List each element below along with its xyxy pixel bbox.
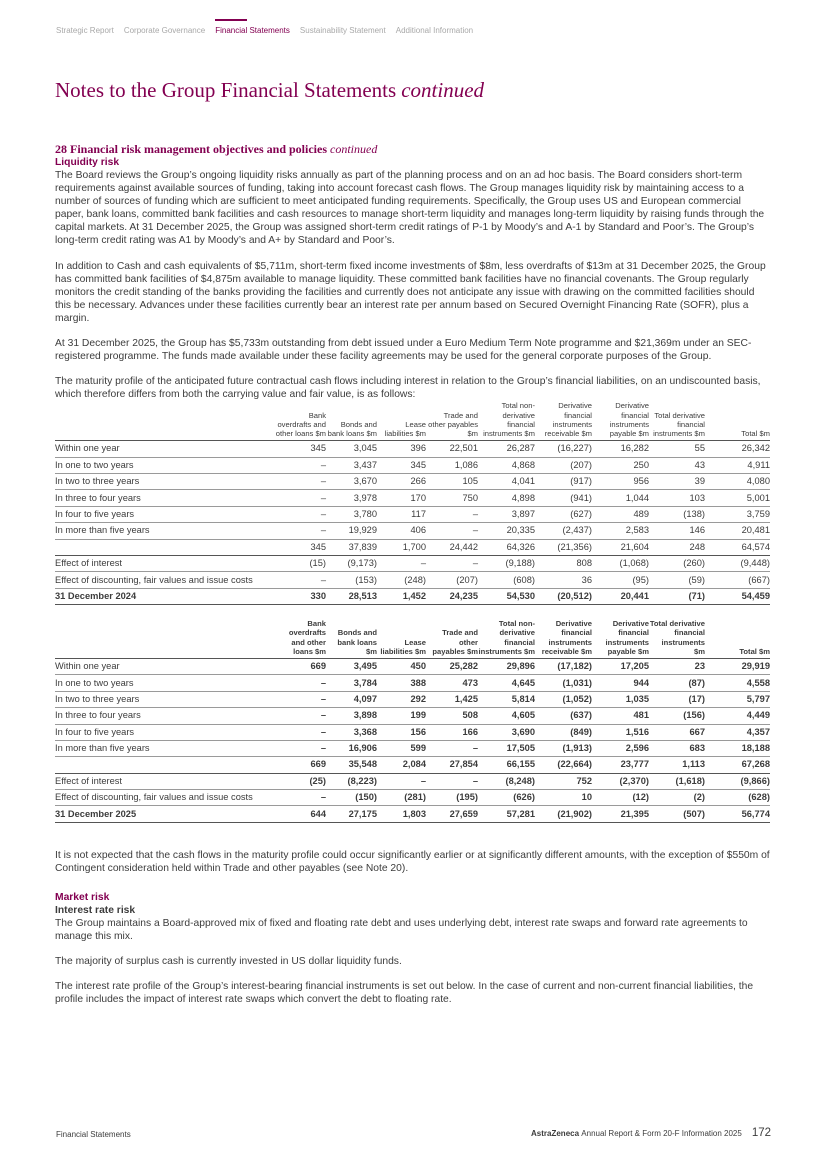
row-label: In three to four years	[55, 490, 275, 506]
table-cell: 26,287	[478, 441, 535, 457]
table-row	[55, 658, 770, 674]
table-cell: (207)	[535, 457, 592, 473]
row-label: In two to three years	[55, 474, 275, 490]
table-cell: 1,035	[592, 691, 649, 707]
table-cell: 64,326	[478, 539, 535, 555]
market-paragraph-2: The majority of surplus cash is currently invested in US dollar liquidity funds.	[55, 956, 402, 968]
table-cell: –	[275, 675, 326, 691]
table-cell: 3,780	[326, 506, 377, 522]
row-label: In one to two years	[55, 675, 275, 691]
table-cell: –	[377, 773, 426, 789]
table-cell: 1,452	[377, 588, 426, 604]
row-label: Within one year	[55, 441, 275, 457]
table-cell: 57,281	[478, 806, 535, 822]
adjustment-row	[55, 773, 770, 789]
table-cell: 28,513	[326, 588, 377, 604]
total-row	[55, 806, 770, 822]
table-cell: (627)	[535, 506, 592, 522]
table-cell: 508	[426, 708, 478, 724]
table-cell: 17,505	[478, 740, 535, 756]
table-cell: (71)	[649, 588, 705, 604]
table-cell: 19,929	[326, 523, 377, 539]
table-cell: (281)	[377, 790, 426, 806]
table-cell: (628)	[705, 790, 770, 806]
page-title	[55, 78, 484, 103]
total-row	[55, 588, 770, 604]
row-label: In two to three years	[55, 691, 275, 707]
table-cell: 5,814	[478, 691, 535, 707]
table-cell: –	[275, 708, 326, 724]
table-cell: 22,501	[426, 441, 478, 457]
footer-right	[531, 1127, 771, 1139]
table-cell: –	[275, 506, 326, 522]
table-cell: 396	[377, 441, 426, 457]
table-cell: 66,155	[478, 757, 535, 773]
table-cell: 25,282	[426, 658, 478, 674]
table-cell: –	[275, 724, 326, 740]
table-cell: 4,357	[705, 724, 770, 740]
table-cell: (12)	[592, 790, 649, 806]
col-header: Bank overdrafts and other loans $m	[275, 619, 326, 658]
table-cell: 944	[592, 675, 649, 691]
table-row	[55, 457, 770, 473]
table-cell: 250	[592, 457, 649, 473]
col-header: Total non-derivative financial instruments $m	[478, 619, 535, 658]
table-row	[55, 675, 770, 691]
row-label-header	[55, 619, 275, 658]
adjustment-row	[55, 555, 770, 571]
col-header: Total $m	[705, 401, 770, 440]
table-cell: 36	[535, 572, 592, 588]
maturity-table-2024	[55, 401, 770, 605]
market-risk-heading: Market risk	[55, 892, 110, 904]
maturity-table-2025	[55, 619, 770, 823]
table-cell: (917)	[535, 474, 592, 490]
table-cell: (608)	[478, 572, 535, 588]
footer-section-label: Financial Statements	[56, 1130, 131, 1139]
table-cell: 21,604	[592, 539, 649, 555]
row-label: Effect of discounting, fair values and issue costs	[55, 790, 275, 806]
table-cell: (59)	[649, 572, 705, 588]
adjustment-row	[55, 572, 770, 588]
table-cell: (17)	[649, 691, 705, 707]
nav-financial-statements[interactable]: Financial Statements	[215, 26, 290, 35]
table-cell: 1,044	[592, 490, 649, 506]
table-cell: 3,045	[326, 441, 377, 457]
table-cell: –	[377, 555, 426, 571]
row-label: In more than five years	[55, 523, 275, 539]
market-paragraph-1: The Group maintains a Board-approved mix of fixed and floating rate debt and uses underlying debt, interest rate swaps and forward rate agreements to manage this mix.	[55, 918, 748, 943]
col-header: Bank overdrafts and other loans $m	[275, 401, 326, 440]
table-cell: –	[426, 506, 478, 522]
col-header: Trade and other payables $m	[426, 401, 478, 440]
table-cell: 29,896	[478, 658, 535, 674]
section-heading	[55, 142, 770, 156]
liquidity-paragraph-2: In addition to Cash and cash equivalents of $5,711m, short-term fixed income investments of $8m, less overdrafts of $13m at 31 December 2025, the Group has committed bank facilities of $4,875m available to manage liquidity. These committed bank facilities have no financial covenants. The Group regularly monitors the credit standing of the banks providing the facilities and currently does not anticipate any issue with drawing on the committed facilities should this be necessary. Advances under these facilities currently bear an interest rate per annum based on Secured Overnight Financing Rate (SOFR), plus a margin.	[55, 260, 766, 324]
table-cell: 16,906	[326, 740, 377, 756]
table-cell: –	[275, 523, 326, 539]
table-cell: –	[426, 773, 478, 789]
table-cell: (16,227)	[535, 441, 592, 457]
table-cell: 5,797	[705, 691, 770, 707]
page-title-suffix: continued	[401, 78, 485, 102]
top-navigation	[56, 26, 483, 35]
table-cell: 27,854	[426, 757, 478, 773]
nav-additional-information[interactable]: Additional Information	[395, 26, 474, 35]
table-cell: 345	[275, 441, 326, 457]
table-cell: 3,784	[326, 675, 377, 691]
table-cell: 23,777	[592, 757, 649, 773]
table-cell: 330	[275, 588, 326, 604]
table-cell: 1,086	[426, 457, 478, 473]
table-cell: –	[426, 740, 478, 756]
table-cell: 667	[649, 724, 705, 740]
col-header: Lease liabilities $m	[377, 619, 426, 658]
table-cell: 388	[377, 675, 426, 691]
table-cell: 406	[377, 523, 426, 539]
table-cell: 3,670	[326, 474, 377, 490]
table-cell: 54,459	[705, 588, 770, 604]
table-cell: (8,223)	[326, 773, 377, 789]
table-cell: (1,618)	[649, 773, 705, 789]
table-cell: (8,248)	[478, 773, 535, 789]
table-cell: 67,268	[705, 757, 770, 773]
table-cell: (87)	[649, 675, 705, 691]
table-cell: 29,919	[705, 658, 770, 674]
footer-brand: AstraZeneca	[531, 1129, 580, 1138]
table-cell: 117	[377, 506, 426, 522]
table-cell: 10	[535, 790, 592, 806]
table-row	[55, 506, 770, 522]
table-cell: (156)	[649, 708, 705, 724]
row-label: Effect of interest	[55, 773, 275, 789]
table-cell: 3,495	[326, 658, 377, 674]
liquidity-paragraph-1: The Board reviews the Group’s ongoing liquidity risks annually as part of the planning process and on an ad hoc basis. The Board considers short-term requirements against available sources of funding, taking into account forecast cash flows. The Group manages liquidity risk by maintaining access to a number of sources of funding which are sufficient to meet anticipated funding requirements. Specifically, the Group uses US and European commercial paper, bank loans, committed bank facilities and cash resources to manage short-term liquidity and manages long-term liquidity by raising funds through the capital markets. At 31 December 2025, the Group was assigned short-term credit ratings of P-1 by Moody’s and A-1 by Standard and Poor’s. The Group’s long-term credit rating was A1 by Moody’s and A+ by Standard and Poor’s.	[55, 170, 765, 247]
page-number: 172	[751, 1127, 771, 1139]
table-cell: 156	[377, 724, 426, 740]
table-cell: 292	[377, 691, 426, 707]
col-header: Total derivative financial instruments $m	[649, 619, 705, 658]
table-cell: 54,530	[478, 588, 535, 604]
col-header: Bonds and bank loans $m	[326, 401, 377, 440]
table-row	[55, 724, 770, 740]
table-cell: –	[275, 457, 326, 473]
table-cell: –	[275, 691, 326, 707]
table-cell: 808	[535, 555, 592, 571]
col-header: Total $m	[705, 619, 770, 658]
table-body	[55, 658, 770, 822]
table-cell: 105	[426, 474, 478, 490]
table-row	[55, 708, 770, 724]
table-cell: 2,583	[592, 523, 649, 539]
table-row	[55, 474, 770, 490]
table-cell: (17,182)	[535, 658, 592, 674]
table-cell: 64,574	[705, 539, 770, 555]
table-row	[55, 523, 770, 539]
table-body	[55, 441, 770, 605]
table-cell: 24,442	[426, 539, 478, 555]
table-cell: 56,774	[705, 806, 770, 822]
table-cell: (1,913)	[535, 740, 592, 756]
row-label: Effect of discounting, fair values and issue costs	[55, 572, 275, 588]
table-cell: 37,839	[326, 539, 377, 555]
table-cell: 3,368	[326, 724, 377, 740]
maturity-table-2024-wrap	[55, 401, 770, 605]
market-paragraph-3: The interest rate profile of the Group’s interest-bearing financial instruments is set out below. In the case of current and non-current financial liabilities, the profile includes the impact of interest rate swaps which convert the debt to floating rate.	[55, 981, 754, 1006]
row-label: 31 December 2024	[55, 588, 275, 604]
table-cell: 26,342	[705, 441, 770, 457]
row-label: In three to four years	[55, 708, 275, 724]
footer-report-title: Annual Report & Form 20-F Information 2025	[581, 1129, 742, 1138]
table-cell: 3,437	[326, 457, 377, 473]
liquidity-paragraph-3: At 31 December 2025, the Group has $5,733m outstanding from debt issued under a Euro Medium Term Note programme and $21,369m under an SEC-registered programme. The funds made available under these facility agreements may be used for the general corporate purposes of the Group.	[55, 338, 752, 363]
table-cell: 35,548	[326, 757, 377, 773]
table-cell: 669	[275, 658, 326, 674]
col-header: Total non-derivative financial instruments $m	[478, 401, 535, 440]
table-cell: 345	[275, 539, 326, 555]
table-cell: (195)	[426, 790, 478, 806]
table-cell: 2,084	[377, 757, 426, 773]
table-cell: 20,481	[705, 523, 770, 539]
table-cell: (20,512)	[535, 588, 592, 604]
table-cell: 4,645	[478, 675, 535, 691]
liquidity-risk-heading: Liquidity risk	[55, 157, 120, 168]
row-label	[55, 539, 275, 555]
row-label: 31 December 2025	[55, 806, 275, 822]
table-cell: (153)	[326, 572, 377, 588]
table-cell: 3,898	[326, 708, 377, 724]
table-cell: 345	[377, 457, 426, 473]
table-cell: –	[275, 474, 326, 490]
table-cell: 5,001	[705, 490, 770, 506]
table-cell: 489	[592, 506, 649, 522]
table-cell: –	[275, 790, 326, 806]
table-cell: 24,235	[426, 588, 478, 604]
row-label: In four to five years	[55, 724, 275, 740]
table-cell: 1,803	[377, 806, 426, 822]
table-cell: 4,041	[478, 474, 535, 490]
table-cell: (248)	[377, 572, 426, 588]
table-cell: 199	[377, 708, 426, 724]
table-cell: (207)	[426, 572, 478, 588]
table-cell: 27,659	[426, 806, 478, 822]
subtotal-row	[55, 757, 770, 773]
page-title-main: Notes to the Group Financial Statements	[55, 78, 397, 102]
table-cell: 1,113	[649, 757, 705, 773]
table-cell: 1,516	[592, 724, 649, 740]
row-label: In four to five years	[55, 506, 275, 522]
table-cell: 27,175	[326, 806, 377, 822]
table-cell: 103	[649, 490, 705, 506]
table-cell: 4,449	[705, 708, 770, 724]
table-cell: 17,205	[592, 658, 649, 674]
table-cell: (260)	[649, 555, 705, 571]
table-cell: 18,188	[705, 740, 770, 756]
table-cell: 956	[592, 474, 649, 490]
table-cell: 266	[377, 474, 426, 490]
table-row	[55, 740, 770, 756]
subtotal-row	[55, 539, 770, 555]
table-cell: 1,425	[426, 691, 478, 707]
section-title-suffix: continued	[330, 142, 378, 156]
table-cell: 752	[535, 773, 592, 789]
nav-strategic-report[interactable]: Strategic Report	[56, 26, 114, 35]
after-table-paragraph: It is not expected that the cash flows in the maturity profile could occur significantly earlier or at significantly different amounts, with the exception of $550m of Contingent consideration held within Trade and other payables (see Note 20).	[55, 849, 770, 874]
table-row	[55, 441, 770, 457]
table-cell: 39	[649, 474, 705, 490]
interest-rate-risk-heading: Interest rate risk	[55, 905, 136, 917]
table-cell: (9,448)	[705, 555, 770, 571]
table-cell: 4,898	[478, 490, 535, 506]
table-cell: 4,605	[478, 708, 535, 724]
table-cell: 170	[377, 490, 426, 506]
table-cell: (667)	[705, 572, 770, 588]
table-cell: 599	[377, 740, 426, 756]
table-cell: 3,978	[326, 490, 377, 506]
table-cell: (1,068)	[592, 555, 649, 571]
liquidity-paragraph-4: The maturity profile of the anticipated future contractual cash flows including interest in relation to the Group’s financial liabilities, on an undiscounted basis, which therefore differs from both the carrying value and fair value, is as follows:	[55, 376, 761, 401]
table-cell: 683	[649, 740, 705, 756]
table-cell: (2,370)	[592, 773, 649, 789]
table-cell: –	[275, 490, 326, 506]
table-cell: 669	[275, 757, 326, 773]
table-cell: 4,911	[705, 457, 770, 473]
row-label: Effect of interest	[55, 555, 275, 571]
table-cell: 450	[377, 658, 426, 674]
table-cell: –	[275, 740, 326, 756]
table-cell: –	[426, 523, 478, 539]
row-label: In one to two years	[55, 457, 275, 473]
table-cell: (941)	[535, 490, 592, 506]
row-label: In more than five years	[55, 740, 275, 756]
table-cell: 16,282	[592, 441, 649, 457]
col-header: Lease liabilities $m	[377, 401, 426, 440]
table-cell: (15)	[275, 555, 326, 571]
table-header-row	[55, 619, 770, 658]
table-cell: 3,759	[705, 506, 770, 522]
table-cell: (637)	[535, 708, 592, 724]
table-cell: 3,690	[478, 724, 535, 740]
table-cell: 55	[649, 441, 705, 457]
col-header: Total derivative financial instruments $m	[649, 401, 705, 440]
main-content	[55, 142, 770, 1019]
table-cell: (21,356)	[535, 539, 592, 555]
table-cell: 1,700	[377, 539, 426, 555]
section-title: 28 Financial risk management objectives and policies	[55, 142, 327, 156]
table-cell: 146	[649, 523, 705, 539]
table-cell: 248	[649, 539, 705, 555]
table-cell: 4,097	[326, 691, 377, 707]
table-cell: 21,395	[592, 806, 649, 822]
table-cell: 473	[426, 675, 478, 691]
table-cell: (138)	[649, 506, 705, 522]
table-cell: –	[275, 572, 326, 588]
table-cell: (95)	[592, 572, 649, 588]
table-cell: (25)	[275, 773, 326, 789]
table-header-row	[55, 401, 770, 440]
table-cell: 750	[426, 490, 478, 506]
table-row	[55, 691, 770, 707]
table-cell: 166	[426, 724, 478, 740]
maturity-table-2025-wrap	[55, 619, 770, 823]
row-label-header	[55, 401, 275, 440]
table-cell: 20,441	[592, 588, 649, 604]
table-cell: –	[426, 555, 478, 571]
table-cell: (849)	[535, 724, 592, 740]
table-row	[55, 490, 770, 506]
table-cell: 4,868	[478, 457, 535, 473]
table-cell: 2,596	[592, 740, 649, 756]
table-cell: (1,052)	[535, 691, 592, 707]
table-cell: 644	[275, 806, 326, 822]
table-cell: 3,897	[478, 506, 535, 522]
col-header: Derivative financial instruments payable $m	[592, 401, 649, 440]
col-header: Derivative financial instruments payable $m	[592, 619, 649, 658]
row-label	[55, 757, 275, 773]
table-cell: (2,437)	[535, 523, 592, 539]
col-header: Trade and other payables $m	[426, 619, 478, 658]
table-cell: 4,558	[705, 675, 770, 691]
nav-sustainability-statement[interactable]: Sustainability Statement	[299, 26, 386, 35]
table-cell: (22,664)	[535, 757, 592, 773]
table-cell: 23	[649, 658, 705, 674]
table-cell: (2)	[649, 790, 705, 806]
table-cell: 20,335	[478, 523, 535, 539]
table-cell: (507)	[649, 806, 705, 822]
col-header: Derivative financial instruments receivable $m	[535, 401, 592, 440]
table-cell: (626)	[478, 790, 535, 806]
col-header: Derivative financial instruments receivable $m	[535, 619, 592, 658]
table-cell: (1,031)	[535, 675, 592, 691]
table-cell: 4,080	[705, 474, 770, 490]
col-header: Bonds and bank loans $m	[326, 619, 377, 658]
table-cell: 43	[649, 457, 705, 473]
nav-corporate-governance[interactable]: Corporate Governance	[123, 26, 206, 35]
row-label: Within one year	[55, 658, 275, 674]
table-cell: 481	[592, 708, 649, 724]
adjustment-row	[55, 790, 770, 806]
table-cell: (9,173)	[326, 555, 377, 571]
table-cell: (21,902)	[535, 806, 592, 822]
table-cell: (150)	[326, 790, 377, 806]
table-cell: (9,866)	[705, 773, 770, 789]
table-cell: (9,188)	[478, 555, 535, 571]
